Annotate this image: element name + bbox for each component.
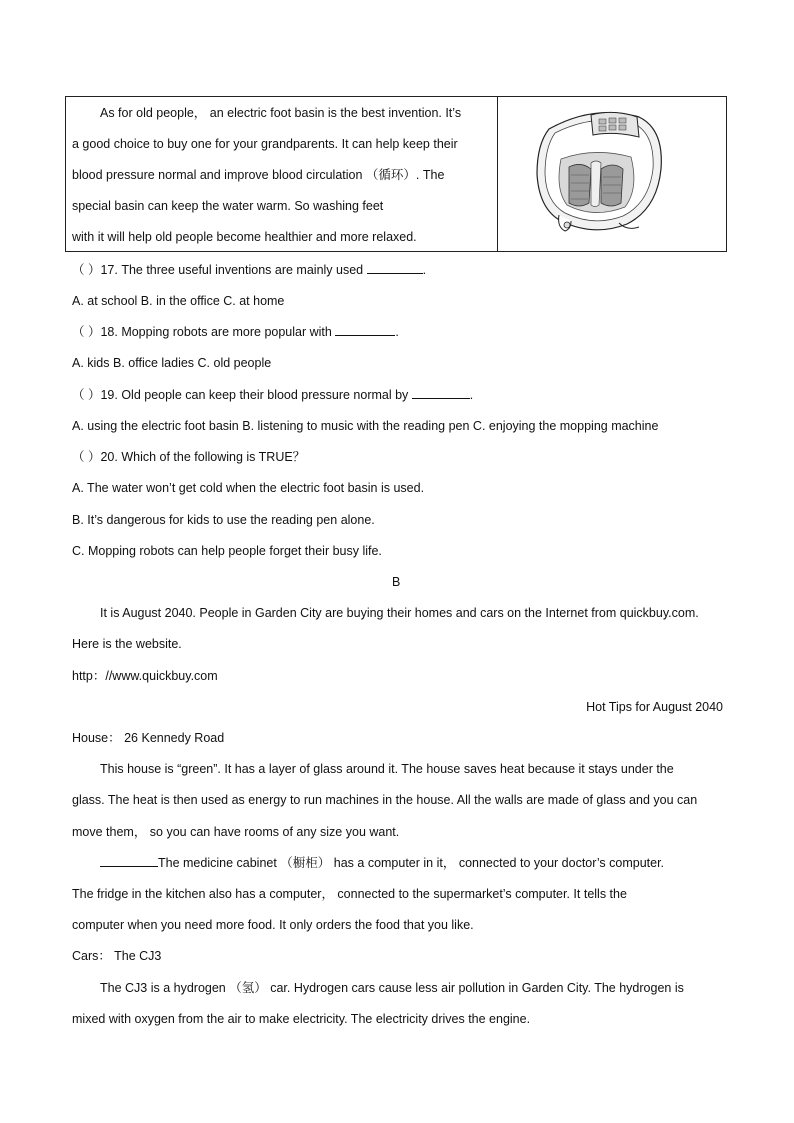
question-19-options: A. using the electric foot basin B. listening to music with the reading pen C. enjoying the mopping machine (72, 419, 659, 433)
question-18-options: A. kids B. office ladies C. old people (72, 356, 272, 370)
house-paragraph-line: The medicine cabinet （橱柜） has a computer in it， connected to your doctor’s computer. (158, 856, 665, 870)
house-paragraph-line: move them， so you can have rooms of any size you want. (72, 825, 400, 839)
website-url[interactable]: http：//www.quickbuy.com (72, 669, 218, 683)
house-paragraph-line: computer when you need more food. It only orders the food that you like. (72, 918, 474, 932)
question-19-stem: （ ）19. Old people can keep their blood pressure normal by (72, 388, 409, 402)
cars-label: Cars： The CJ3 (72, 949, 162, 963)
question-18 (72, 324, 399, 340)
passage-a-line: blood pressure normal and improve blood circulation （循环）. The (72, 168, 445, 182)
question-20-choice-a: A. The water won’t get cold when the electric foot basin is used. (72, 481, 425, 495)
house-label: House： 26 Kennedy Road (72, 731, 225, 745)
table-divider (497, 97, 498, 251)
question-17 (72, 262, 426, 278)
answer-blank[interactable] (412, 387, 470, 399)
passage-a-line: special basin can keep the water warm. So washing feet (72, 199, 384, 213)
cars-paragraph-line: The CJ3 is a hydrogen （氢） car. Hydrogen cars cause less air pollution in Garden City. The hydrogen is (100, 981, 684, 995)
question-19 (72, 387, 473, 403)
electric-foot-basin-illustration (499, 99, 725, 249)
question-18-stem: （ ）18. Mopping robots are more popular with (72, 325, 332, 339)
house-paragraph-line: The fridge in the kitchen also has a computer， connected to the supermarket’s computer. It tells the (72, 887, 627, 901)
section-b-intro: It is August 2040. People in Garden City are buying their homes and cars on the Internet from quickbuy.com. (100, 606, 699, 620)
passage-a-line: with it will help old people become healthier and more relaxed. (72, 230, 417, 244)
cars-paragraph-line: mixed with oxygen from the air to make electricity. The electricity drives the engine. (72, 1012, 531, 1026)
question-20-choice-c: C. Mopping robots can help people forget their busy life. (72, 544, 382, 558)
house-paragraph-2 (100, 855, 664, 871)
question-20-choice-b: B. It’s dangerous for kids to use the reading pen alone. (72, 513, 375, 527)
question-17-end: . (422, 263, 427, 277)
question-17-options: A. at school B. in the office C. at home (72, 294, 285, 308)
answer-blank[interactable] (335, 324, 395, 336)
passage-a-line: a good choice to buy one for your grandparents. It can help keep their (72, 137, 458, 151)
section-b-intro-cont: Here is the website. (72, 637, 182, 651)
house-paragraph-line: This house is “green”. It has a layer of glass around it. The house saves heat because it stays under the (100, 762, 674, 776)
answer-blank[interactable] (367, 262, 423, 274)
question-20: （ ）20. Which of the following is TRUE？ (72, 450, 306, 464)
passage-a-table (65, 96, 727, 252)
house-paragraph-line: glass. The heat is then used as energy to run machines in the house. All the walls are made of glass and you can (72, 793, 698, 807)
question-17-stem: （ ）17. The three useful inventions are mainly used (72, 263, 364, 277)
hot-tips-title: Hot Tips for August 2040 (586, 700, 723, 714)
passage-a-line: As for old people， an electric foot basin is the best invention. It’s (100, 106, 462, 120)
question-19-end: . (469, 388, 474, 402)
answer-blank[interactable] (100, 855, 158, 867)
question-18-end: . (395, 325, 399, 339)
section-b-heading: B (392, 575, 401, 589)
